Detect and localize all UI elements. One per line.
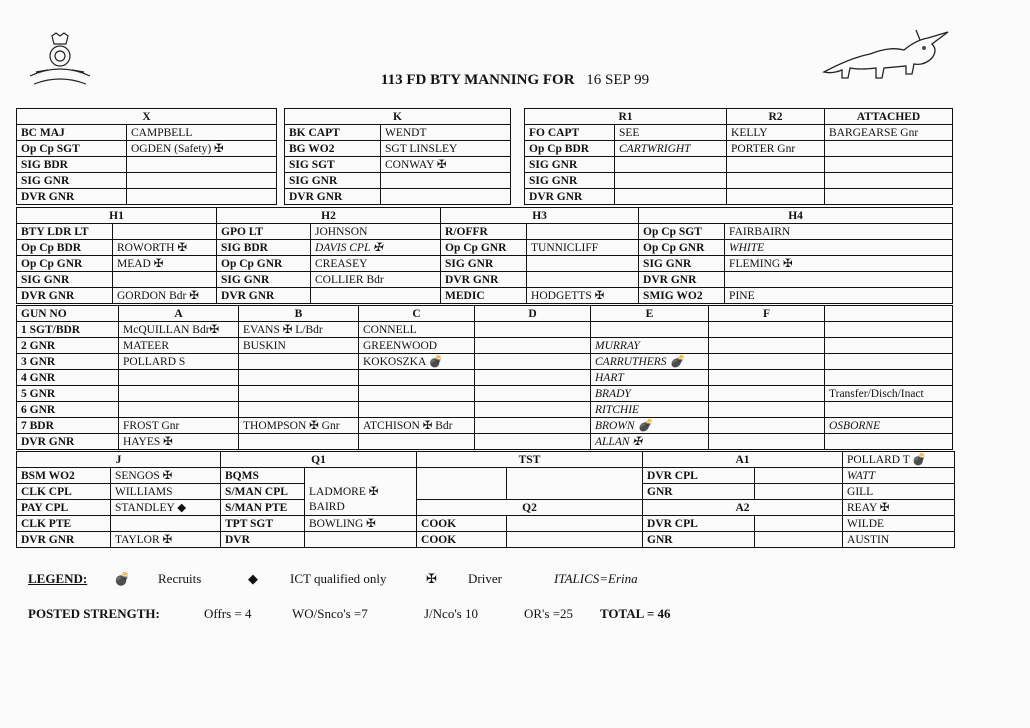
table-row	[17, 532, 955, 548]
name-cell	[615, 189, 727, 205]
name-cell	[527, 272, 639, 288]
role-cell: SIG BDR	[17, 157, 127, 173]
strength-offrs: Offrs = 4	[204, 606, 252, 621]
spacer	[511, 173, 525, 189]
name-cell	[709, 418, 825, 434]
role-cell: R/OFFR	[441, 224, 527, 240]
name-cell: KELLY	[727, 125, 825, 141]
name-cell: TAYLOR ✠	[111, 532, 221, 548]
col-header	[825, 306, 953, 322]
name-cell	[305, 532, 417, 548]
section4-header-row	[17, 452, 955, 468]
section-j-q-tst-a	[16, 451, 955, 548]
table-row	[17, 322, 953, 338]
role-cell: DVR CPL	[643, 468, 755, 484]
spacer	[277, 157, 285, 173]
name-cell: MEAD ✠	[113, 256, 217, 272]
col-header: R2	[727, 109, 825, 125]
col-header: E	[591, 306, 709, 322]
name-cell	[381, 189, 511, 205]
name-cell	[727, 189, 825, 205]
name-cell: SGT LINSLEY	[381, 141, 511, 157]
name-cell	[127, 173, 277, 189]
name-cell	[825, 338, 953, 354]
name-cell: HART	[591, 370, 709, 386]
name-cell	[475, 370, 591, 386]
name-cell	[615, 157, 727, 173]
gun-cell: 7 BDR	[17, 418, 119, 434]
name-cell	[239, 386, 359, 402]
name-cell: MATEER	[119, 338, 239, 354]
name-cell: EVANS ✠ L/Bdr	[239, 322, 359, 338]
table-row	[17, 157, 953, 173]
role-cell: COOK	[417, 516, 507, 532]
name-cell	[527, 224, 639, 240]
name-cell: THOMPSON ✠ Gnr	[239, 418, 359, 434]
gun-cell: 3 GNR	[17, 354, 119, 370]
col-header: K	[285, 109, 511, 125]
role-cell: BK CAPT	[285, 125, 381, 141]
role-cell: Op Cp GNR	[17, 256, 113, 272]
role-cell: BC MAJ	[17, 125, 127, 141]
role-cell: CLK PTE	[17, 516, 111, 532]
section-h	[16, 207, 953, 304]
name-cell	[709, 402, 825, 418]
gun-cell: 5 GNR	[17, 386, 119, 402]
role-cell: Op Cp GNR	[639, 240, 725, 256]
strength-title: POSTED STRENGTH:	[28, 606, 160, 621]
name-cell	[727, 173, 825, 189]
name-cell: ALLAN ✠	[591, 434, 709, 450]
name-cell: STANDLEY ◆	[111, 500, 221, 516]
col-header: C	[359, 306, 475, 322]
name-cell: CARTWRIGHT	[615, 141, 727, 157]
name-cell: LADMORE ✠	[305, 484, 417, 500]
name-cell: BOWLING ✠	[305, 516, 417, 532]
name-cell	[475, 322, 591, 338]
name-cell: WHITE	[725, 240, 953, 256]
name-cell	[709, 354, 825, 370]
name-cell: BAIRD	[305, 500, 417, 516]
recruit-grenade-icon: 💣	[428, 355, 443, 368]
name-cell	[755, 468, 843, 484]
table-row	[17, 224, 953, 240]
section1-header-row	[17, 109, 953, 125]
tst-cell	[507, 484, 643, 500]
name-cell	[475, 386, 591, 402]
name-cell	[727, 157, 825, 173]
role-cell: PAY CPL	[17, 500, 111, 516]
table-row	[17, 468, 955, 484]
name-cell: MURRAY	[591, 338, 709, 354]
role-cell: SIG SGT	[285, 157, 381, 173]
gun-cell: 4 GNR	[17, 370, 119, 386]
role-cell: Op Cp BDR	[525, 141, 615, 157]
name-cell	[755, 516, 843, 532]
role-cell: SIG BDR	[217, 240, 311, 256]
posted-strength	[28, 606, 1008, 624]
name-cell: GREENWOOD	[359, 338, 475, 354]
role-cell: Op Cp BDR	[17, 240, 113, 256]
cross-pattee-icon: ✠	[426, 571, 437, 586]
role-cell: SIG GNR	[285, 173, 381, 189]
name-cell: WILLIAMS	[111, 484, 221, 500]
name-cell	[825, 322, 953, 338]
name-text: CARRUTHERS	[595, 355, 667, 368]
spacer	[277, 109, 285, 125]
name-cell: RITCHIE	[591, 402, 709, 418]
name-cell: JOHNSON	[311, 224, 441, 240]
col-header: Q1	[221, 452, 417, 468]
col-header: H1	[17, 208, 217, 224]
col-header: GUN NO	[17, 306, 119, 322]
col-header: ATTACHED	[825, 109, 953, 125]
name-text: POLLARD T	[847, 453, 910, 466]
name-cell: SENGOS ✠	[111, 468, 221, 484]
table-row	[17, 338, 953, 354]
role-cell: FO CAPT	[525, 125, 615, 141]
name-cell: COLLIER Bdr	[311, 272, 441, 288]
name-cell: BUSKIN	[239, 338, 359, 354]
role-cell: Op Cp SGT	[17, 141, 127, 157]
role-cell: DVR GNR	[17, 189, 127, 205]
table-row	[17, 500, 955, 516]
col-header: H2	[217, 208, 441, 224]
name-cell: GORDON Bdr ✠	[113, 288, 217, 304]
col-header: D	[475, 306, 591, 322]
spacer	[511, 141, 525, 157]
name-cell	[119, 370, 239, 386]
name-cell: PORTER Gnr	[727, 141, 825, 157]
name-cell: BARGEARSE Gnr	[825, 125, 953, 141]
name-cell	[709, 434, 825, 450]
legend-recruits: Recruits	[158, 571, 202, 586]
col-header: J	[17, 452, 221, 468]
name-cell	[709, 338, 825, 354]
role-cell: S/MAN PTE	[221, 500, 305, 516]
spacer	[511, 189, 525, 205]
tst-cell	[417, 484, 507, 500]
name-cell	[825, 370, 953, 386]
title-date: 16 SEP 99	[586, 72, 650, 88]
name-cell: DAVIS CPL ✠	[311, 240, 441, 256]
table-row	[17, 370, 953, 386]
name-cell	[709, 386, 825, 402]
name-cell: AUSTIN	[843, 532, 955, 548]
name-text: KOKOSZKA	[363, 355, 426, 368]
title-text: 113 FD BTY MANNING FOR	[380, 72, 575, 88]
spacer	[277, 173, 285, 189]
col-header: F	[709, 306, 825, 322]
spacer	[277, 189, 285, 205]
name-cell	[113, 224, 217, 240]
recruit-grenade-icon: 💣	[114, 571, 131, 586]
role-cell: SIG GNR	[441, 256, 527, 272]
role-cell: SIG GNR	[17, 272, 113, 288]
col-header: X	[17, 109, 277, 125]
col-header: Q2	[417, 500, 643, 516]
legend-italics: ITALICS=Erina	[554, 571, 638, 586]
strength-ors: OR's =25	[524, 606, 574, 621]
name-cell	[507, 516, 643, 532]
name-cell	[239, 402, 359, 418]
tst-cell	[417, 468, 507, 484]
name-cell	[239, 434, 359, 450]
name-cell	[725, 272, 953, 288]
spacer	[511, 157, 525, 173]
name-cell	[239, 354, 359, 370]
table-row	[17, 434, 953, 450]
table-row	[17, 484, 955, 500]
name-cell	[127, 189, 277, 205]
name-cell	[359, 434, 475, 450]
name-cell	[755, 484, 843, 500]
name-cell: WENDT	[381, 125, 511, 141]
table-row	[17, 386, 953, 402]
name-cell	[591, 322, 709, 338]
name-cell	[825, 141, 953, 157]
role-cell: DVR GNR	[17, 288, 113, 304]
name-cell	[843, 452, 955, 468]
name-cell	[475, 418, 591, 434]
legend-title: LEGEND:	[28, 571, 88, 586]
table-row	[17, 141, 953, 157]
table-row	[17, 256, 953, 272]
col-header: A1	[643, 452, 843, 468]
gun-cell: 2 GNR	[17, 338, 119, 354]
name-cell	[709, 370, 825, 386]
role-cell: COOK	[417, 532, 507, 548]
name-cell	[475, 338, 591, 354]
col-header: B	[239, 306, 359, 322]
name-cell: TUNNICLIFF	[527, 240, 639, 256]
table-row	[17, 173, 953, 189]
role-cell: GNR	[643, 484, 755, 500]
name-cell: FLEMING ✠	[725, 256, 953, 272]
name-cell: WILDE	[843, 516, 955, 532]
role-cell: SIG GNR	[639, 256, 725, 272]
name-cell: CONWAY ✠	[381, 157, 511, 173]
role-cell: SIG GNR	[525, 173, 615, 189]
role-cell: Op Cp GNR	[441, 240, 527, 256]
name-cell	[239, 370, 359, 386]
col-header: R1	[525, 109, 727, 125]
name-cell: FROST Gnr	[119, 418, 239, 434]
spacer	[277, 125, 285, 141]
role-cell: TPT SGT	[221, 516, 305, 532]
name-cell	[825, 173, 953, 189]
name-cell	[111, 516, 221, 532]
role-cell: CLK CPL	[17, 484, 111, 500]
name-cell	[591, 418, 709, 434]
name-cell: HODGETTS ✠	[527, 288, 639, 304]
name-cell: GILL	[843, 484, 955, 500]
role-cell: SIG GNR	[525, 157, 615, 173]
legend-ict: ICT qualified only	[290, 571, 387, 586]
table-row	[17, 288, 953, 304]
recruit-grenade-icon: 💣	[669, 355, 684, 368]
role-cell: DVR GNR	[639, 272, 725, 288]
col-header: A	[119, 306, 239, 322]
role-cell: SMIG WO2	[639, 288, 725, 304]
strength-wo: WO/Snco's =7	[292, 606, 368, 621]
name-cell	[359, 370, 475, 386]
role-cell: DVR GNR	[441, 272, 527, 288]
role-cell: BG WO2	[285, 141, 381, 157]
role-cell: BQMS	[221, 468, 305, 484]
name-cell	[359, 354, 475, 370]
gun-cell: 6 GNR	[17, 402, 119, 418]
name-cell	[825, 354, 953, 370]
name-cell	[615, 173, 727, 189]
name-cell	[119, 386, 239, 402]
name-cell: POLLARD S	[119, 354, 239, 370]
name-cell	[527, 256, 639, 272]
name-cell	[359, 402, 475, 418]
spacer	[277, 141, 285, 157]
name-cell	[475, 354, 591, 370]
name-cell: Transfer/Disch/Inact	[825, 386, 953, 402]
recruit-grenade-icon: 💣	[637, 419, 652, 432]
name-cell: PINE	[725, 288, 953, 304]
role-cell: DVR	[221, 532, 305, 548]
table-row	[17, 516, 955, 532]
role-cell: DVR GNR	[285, 189, 381, 205]
section3-header-row	[17, 306, 953, 322]
role-cell: DVR CPL	[643, 516, 755, 532]
recruit-grenade-icon: 💣	[912, 453, 927, 466]
name-cell: REAY ✠	[843, 500, 955, 516]
name-cell: ROWORTH ✠	[113, 240, 217, 256]
name-cell: SEE	[615, 125, 727, 141]
role-cell: Op Cp SGT	[639, 224, 725, 240]
col-header: TST	[417, 452, 643, 468]
name-cell	[755, 532, 843, 548]
role-cell: S/MAN CPL	[221, 484, 305, 500]
role-cell: DVR GNR	[17, 532, 111, 548]
name-cell	[591, 354, 709, 370]
role-cell: BTY LDR LT	[17, 224, 113, 240]
name-cell	[825, 434, 953, 450]
name-cell	[119, 402, 239, 418]
role-cell: DVR GNR	[217, 288, 311, 304]
strength-total: TOTAL = 46	[600, 606, 671, 621]
spacer	[511, 109, 525, 125]
strength-jnco: J/Nco's 10	[424, 606, 478, 621]
name-cell	[311, 288, 441, 304]
name-cell: CAMPBELL	[127, 125, 277, 141]
name-cell: HAYES ✠	[119, 434, 239, 450]
table-row	[17, 272, 953, 288]
name-cell	[825, 157, 953, 173]
name-text: BROWN	[595, 419, 635, 432]
name-cell: WATT	[843, 468, 955, 484]
col-header: A2	[643, 500, 843, 516]
name-cell: BRADY	[591, 386, 709, 402]
spacer	[511, 125, 525, 141]
role-cell: SIG GNR	[17, 173, 127, 189]
table-row	[17, 189, 953, 205]
diamond-icon: ◆	[248, 571, 258, 586]
role-cell: BSM WO2	[17, 468, 111, 484]
role-cell: GPO LT	[217, 224, 311, 240]
name-cell	[507, 532, 643, 548]
page-title	[0, 72, 1030, 89]
name-cell: CONNELL	[359, 322, 475, 338]
section-x-k-r	[16, 108, 953, 205]
name-cell: CREASEY	[311, 256, 441, 272]
name-cell	[113, 272, 217, 288]
name-cell	[127, 157, 277, 173]
table-row	[17, 418, 953, 434]
role-cell: MEDIC	[441, 288, 527, 304]
table-row	[17, 354, 953, 370]
gun-cell: DVR GNR	[17, 434, 119, 450]
role-cell: Op Cp GNR	[217, 256, 311, 272]
name-cell: FAIRBAIRN	[725, 224, 953, 240]
legend-driver: Driver	[468, 571, 502, 586]
gun-cell: 1 SGT/BDR	[17, 322, 119, 338]
role-cell: GNR	[643, 532, 755, 548]
name-cell	[825, 402, 953, 418]
role-cell: SIG GNR	[217, 272, 311, 288]
name-cell	[359, 386, 475, 402]
name-cell	[305, 468, 417, 484]
section2-header-row	[17, 208, 953, 224]
table-row	[17, 402, 953, 418]
role-cell: DVR GNR	[525, 189, 615, 205]
name-cell	[475, 402, 591, 418]
name-cell	[381, 173, 511, 189]
name-cell: OSBORNE	[825, 418, 953, 434]
section-guns	[16, 305, 953, 450]
tst-cell	[507, 468, 643, 484]
table-row	[17, 125, 953, 141]
col-header: H3	[441, 208, 639, 224]
name-cell	[475, 434, 591, 450]
name-cell	[825, 189, 953, 205]
name-cell: McQUILLAN Bdr✠	[119, 322, 239, 338]
col-header: H4	[639, 208, 953, 224]
legend	[28, 571, 1008, 589]
name-cell: ATCHISON ✠ Bdr	[359, 418, 475, 434]
name-cell: OGDEN (Safety) ✠	[127, 141, 277, 157]
table-row	[17, 240, 953, 256]
name-cell	[709, 322, 825, 338]
